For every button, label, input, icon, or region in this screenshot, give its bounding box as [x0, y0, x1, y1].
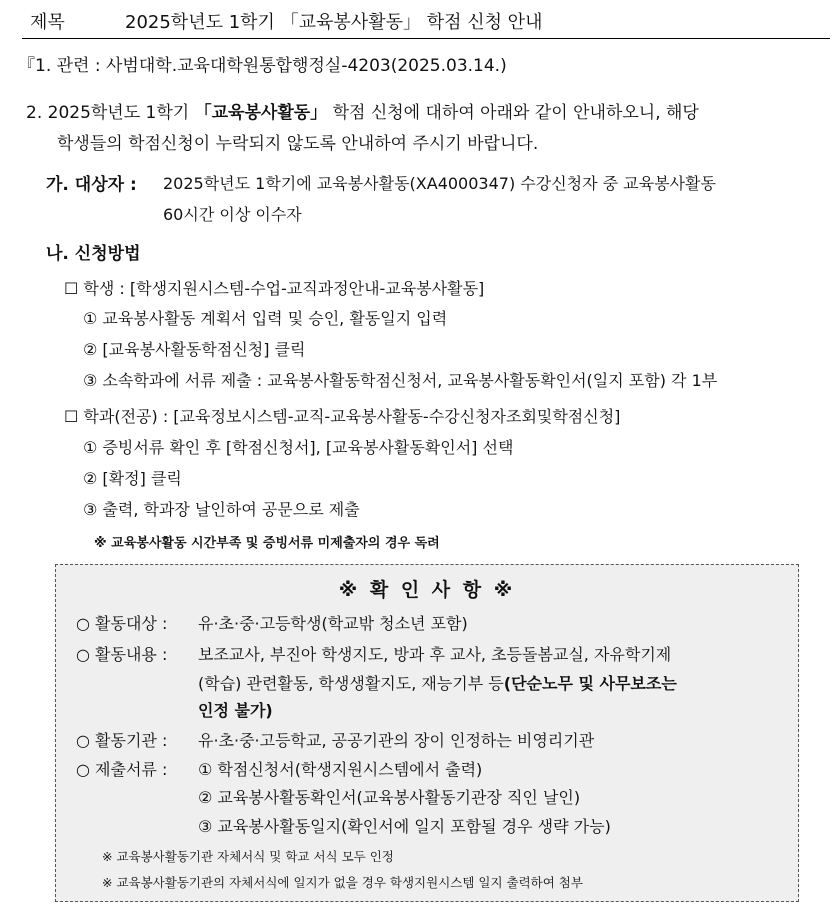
- dept-step-3: ③ 출력, 학과장 날인하여 공문으로 제출: [83, 500, 360, 519]
- title-label: 제목: [30, 12, 65, 33]
- content-line-3: 인정 불가): [198, 701, 273, 720]
- title-row: [0, 0, 836, 38]
- item-1-reference: 『1. 관련 : 사범대학.교육대학원통합행정실-4203(2025.03.14.): [18, 56, 507, 76]
- student-step-2: ② [교육봉사활동학점신청] 클릭: [83, 340, 306, 359]
- org-value: 유·초·중·고등학교, 공공기관의 장이 인정하는 비영리기관: [198, 731, 595, 750]
- content-line-1: 보조교사, 부진아 학생지도, 방과 후 교사, 초등돌봄교실, 자유학기제: [198, 645, 672, 664]
- box-note-1: ※ 교육봉사활동기관 자체서식 및 학교 서식 모두 인정: [102, 849, 394, 864]
- warning-note: ※ 교육봉사활동 시간부족 및 증빙서류 미제출자의 경우 독려: [94, 536, 440, 551]
- dept-heading: ☐ 학과(전공) : [교육정보시스템-교직-교육봉사활동-수강신청자조회및학점신청]: [64, 407, 621, 426]
- item-2-line-1: [26, 98, 699, 123]
- content-line-2-bold: (단순노무 및 사무보조는: [503, 674, 677, 693]
- check-box-title: ※ 확 인 사 항 ※: [338, 579, 516, 601]
- content-label: ○ 활동내용 :: [76, 645, 168, 664]
- document-title: 2025학년도 1학기 「교육봉사활동」 학점 신청 안내: [125, 12, 543, 33]
- doc-item-2: ② 교육봉사활동확인서(교육봉사활동기관장 직인 날인): [198, 788, 581, 807]
- section-ga-line-2: 60시간 이상 이수자: [163, 205, 302, 224]
- target-value: 유·초·중·고등학생(학교밖 청소년 포함): [198, 614, 468, 633]
- title-divider: [22, 38, 830, 39]
- section-ga-label: 가. 대상자 :: [46, 175, 137, 195]
- student-step-1: ① 교육봉사활동 계획서 입력 및 승인, 활동일지 입력: [83, 309, 448, 328]
- org-label: ○ 활동기관 :: [76, 731, 168, 750]
- content-line-2-pre: (학습) 관련활동, 학생생활지도, 재능기부 등: [198, 674, 504, 693]
- item-2-post: 학점 신청에 대하여 아래와 같이 안내하오니, 해당: [327, 103, 699, 123]
- item-2-pre: 2. 2025학년도 1학기: [26, 103, 195, 123]
- dept-step-2: ② [확정] 클릭: [83, 469, 182, 488]
- item-2-line-2: 학생들의 학점신청이 누락되지 않도록 안내하여 주시기 바랍니다.: [57, 134, 539, 154]
- doc-item-3: ③ 교육봉사활동일지(확인서에 일지 포함될 경우 생략 가능): [198, 817, 611, 836]
- docs-label: ○ 제출서류 :: [76, 760, 168, 779]
- content-line-2: [198, 671, 677, 694]
- dept-step-1: ① 증빙서류 확인 후 [학점신청서], [교육봉사활동확인서] 선택: [83, 438, 514, 457]
- item-2-bold: 「교육봉사활동」: [194, 103, 328, 123]
- box-note-2: ※ 교육봉사활동기관의 자체서식에 일지가 없을 경우 학생지원시스템 일지 출력하여 첨부: [102, 875, 583, 890]
- check-items-box: [55, 564, 799, 902]
- target-label: ○ 활동대상 :: [76, 614, 168, 633]
- student-step-3: ③ 소속학과에 서류 제출 : 교육봉사활동학점신청서, 교육봉사활동확인서(일지 포함) 각 1부: [83, 371, 718, 390]
- section-na-label: 나. 신청방법: [46, 244, 141, 264]
- section-ga-line-1: 2025학년도 1학기에 교육봉사활동(XA4000347) 수강신청자 중 교육봉사활동: [163, 174, 716, 193]
- student-heading: ☐ 학생 : [학생지원시스템-수업-교직과정안내-교육봉사활동]: [64, 279, 485, 298]
- doc-item-1: ① 학점신청서(학생지원시스템에서 출력): [198, 760, 483, 779]
